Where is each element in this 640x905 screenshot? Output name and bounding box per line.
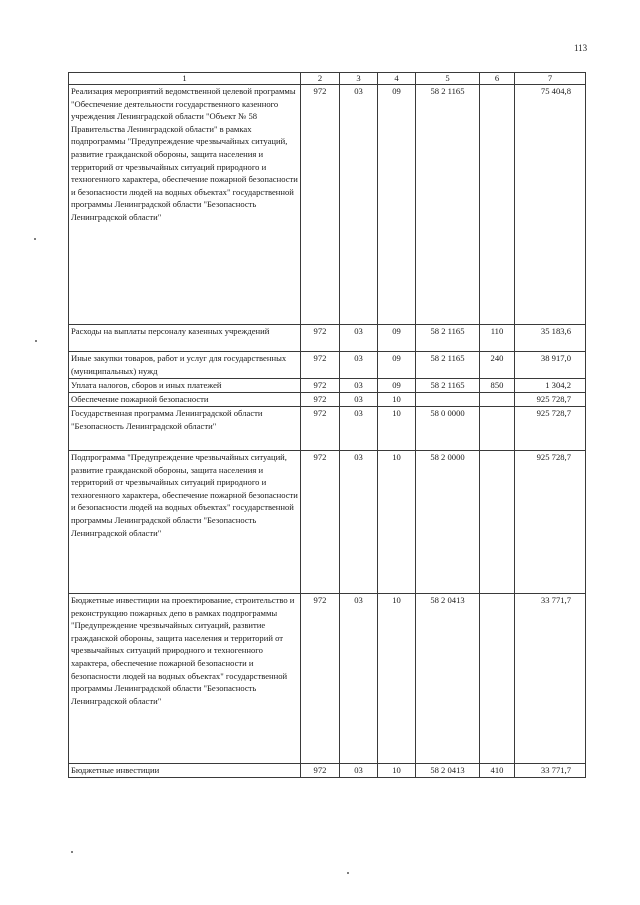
cell-c6: 110: [480, 325, 515, 352]
cell-c5: 58 2 1165: [416, 352, 480, 379]
row-name: Бюджетные инвестиции на проектирование, строительство и реконструкцию пожарных депо в рамках подпрограммы "Предупреждение чрезвычайных ситуаций, развитие гражданской обороны, защита населения и территорий от чрезвычайных ситуаций природного и техногенного характера, обеспечение пожарной безопасности и безопасности людей на водных объектах" государственной программы Ленинградской области "Безопасность Ленинградской области": [69, 594, 301, 764]
cell-c6: [480, 393, 515, 407]
cell-c5: 58 2 0000: [416, 451, 480, 594]
row-name: Государственная программа Ленинградской области "Безопасность Ленинградской области": [69, 407, 301, 451]
cell-c7: 38 917,0: [515, 352, 586, 379]
cell-c3: 03: [340, 352, 378, 379]
cell-c5: 58 2 1165: [416, 85, 480, 325]
header-cell: 2: [301, 73, 340, 85]
cell-c4: 10: [378, 764, 416, 778]
cell-c2: 972: [301, 594, 340, 764]
cell-c2: 972: [301, 379, 340, 393]
cell-c2: 972: [301, 85, 340, 325]
scan-speck: [35, 340, 37, 342]
table-row: [69, 325, 586, 352]
cell-c4: 10: [378, 393, 416, 407]
cell-c5: [416, 393, 480, 407]
cell-c2: 972: [301, 325, 340, 352]
page-number: 113: [574, 43, 588, 53]
scan-speck: [71, 851, 73, 853]
scan-speck: [347, 872, 349, 874]
cell-c2: 972: [301, 407, 340, 451]
cell-c7: 925 728,7: [515, 407, 586, 451]
cell-c5: 58 2 1165: [416, 325, 480, 352]
cell-c6: 410: [480, 764, 515, 778]
table-row: [69, 379, 586, 393]
header-cell: 5: [416, 73, 480, 85]
cell-c7: 925 728,7: [515, 451, 586, 594]
cell-c2: 972: [301, 451, 340, 594]
cell-c7: 35 183,6: [515, 325, 586, 352]
cell-c7: 33 771,7: [515, 594, 586, 764]
header-cell: 1: [69, 73, 301, 85]
cell-c3: 03: [340, 379, 378, 393]
table-row: [69, 393, 586, 407]
header-cell: 4: [378, 73, 416, 85]
row-name: Подпрограмма "Предупреждение чрезвычайных ситуаций, развитие гражданской обороны, защита населения и территорий от чрезвычайных ситуаций природного и техногенного характера, обеспечение пожарной безопасности и безопасности людей на водных объектах" государственной программы Ленинградской области "Безопасность Ленинградской области": [69, 451, 301, 594]
cell-c7: 1 304,2: [515, 379, 586, 393]
cell-c4: 10: [378, 451, 416, 594]
cell-c4: 10: [378, 407, 416, 451]
table-header-row: [69, 73, 586, 85]
table-row: [69, 85, 586, 325]
cell-c3: 03: [340, 764, 378, 778]
cell-c4: 10: [378, 594, 416, 764]
header-cell: 7: [515, 73, 586, 85]
cell-c6: [480, 85, 515, 325]
cell-c5: 58 2 0413: [416, 594, 480, 764]
cell-c3: 03: [340, 407, 378, 451]
cell-c3: 03: [340, 85, 378, 325]
cell-c6: 240: [480, 352, 515, 379]
row-name: Обеспечение пожарной безопасности: [69, 393, 301, 407]
cell-c5: 58 2 0413: [416, 764, 480, 778]
table-row: [69, 352, 586, 379]
cell-c7: 33 771,7: [515, 764, 586, 778]
cell-c6: [480, 407, 515, 451]
cell-c4: 09: [378, 379, 416, 393]
cell-c4: 09: [378, 352, 416, 379]
cell-c6: 850: [480, 379, 515, 393]
cell-c5: 58 0 0000: [416, 407, 480, 451]
cell-c4: 09: [378, 85, 416, 325]
cell-c7: 75 404,8: [515, 85, 586, 325]
cell-c4: 09: [378, 325, 416, 352]
cell-c6: [480, 451, 515, 594]
cell-c5: 58 2 1165: [416, 379, 480, 393]
scan-speck: [34, 238, 36, 240]
table-row: [69, 407, 586, 451]
row-name: Расходы на выплаты персоналу казенных учреждений: [69, 325, 301, 352]
row-name: Уплата налогов, сборов и иных платежей: [69, 379, 301, 393]
budget-table: [68, 72, 586, 778]
row-name: Иные закупки товаров, работ и услуг для государственных (муниципальных) нужд: [69, 352, 301, 379]
header-cell: 3: [340, 73, 378, 85]
cell-c2: 972: [301, 393, 340, 407]
table-row: [69, 594, 586, 764]
cell-c6: [480, 594, 515, 764]
cell-c3: 03: [340, 393, 378, 407]
row-name: Реализация мероприятий ведомственной целевой программы "Обеспечение деятельности государственного казенного учреждения Ленинградской области "Объект № 58 Правительства Ленинградской области" в рамках подпрограммы "Предупреждение чрезвычайных ситуаций, развитие гражданской обороны, защита населения и территорий от чрезвычайных ситуаций природного и техногенного характера, обеспечение пожарной безопасности и безопасности людей на водных объектах" государственной программы Ленинградской области "Безопасность Ленинградской области": [69, 85, 301, 325]
cell-c2: 972: [301, 764, 340, 778]
cell-c7: 925 728,7: [515, 393, 586, 407]
cell-c3: 03: [340, 594, 378, 764]
cell-c3: 03: [340, 451, 378, 594]
row-name: Бюджетные инвестиции: [69, 764, 301, 778]
table-row: [69, 764, 586, 778]
cell-c2: 972: [301, 352, 340, 379]
cell-c3: 03: [340, 325, 378, 352]
table-row: [69, 451, 586, 594]
header-cell: 6: [480, 73, 515, 85]
